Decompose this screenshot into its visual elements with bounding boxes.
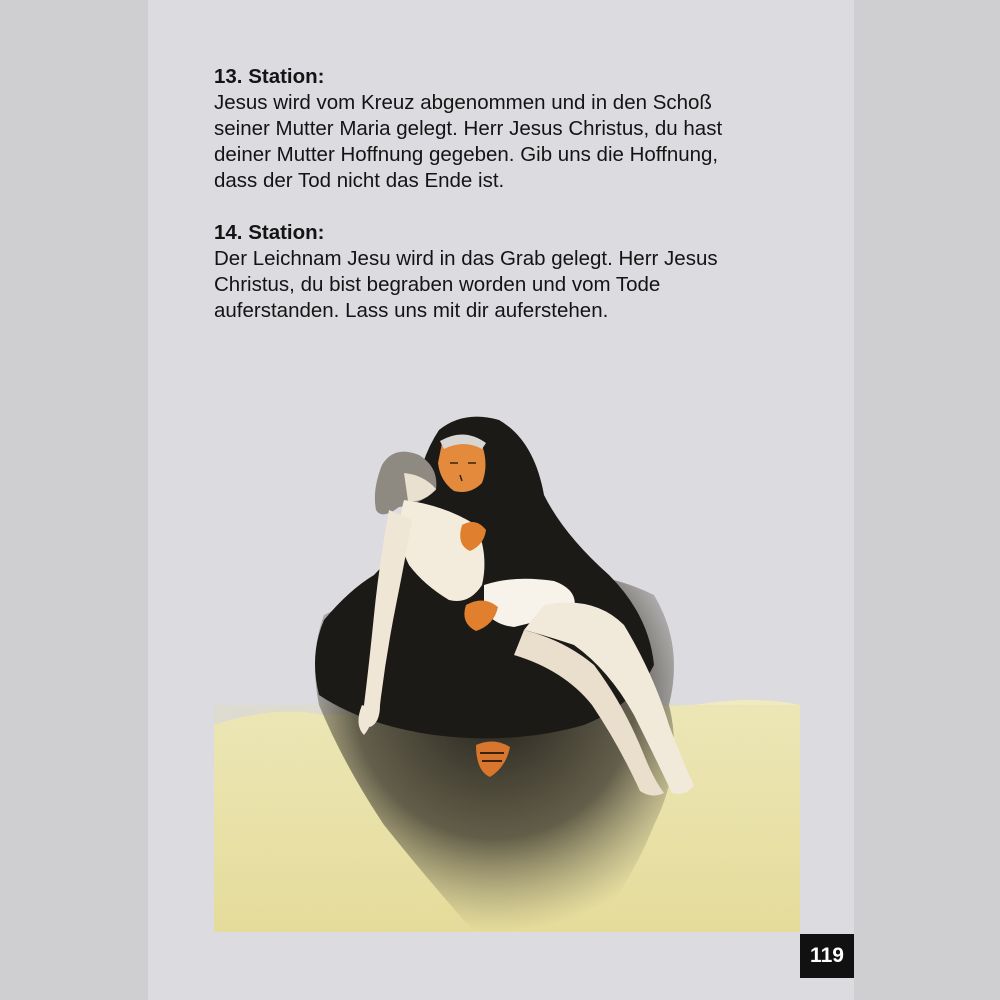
station-14-title: 14. Station: xyxy=(214,221,325,244)
station-13 xyxy=(214,64,814,194)
station-14-text: Der Leichnam Jesu wird in das Grab gelegt. Herr Jesus Christus, du bist begraben worden und vom Tode auferstanden. Lass uns mit dir auferstehen. xyxy=(214,247,718,322)
station-13-text: Jesus wird vom Kreuz abgenommen und in den Schoß seiner Mutter Maria gelegt. Herr Jesus Christus, du hast deiner Mutter Hoffnung gegeben. Gib uns die Hoffnung, dass der Tod nicht das Ende ist. xyxy=(214,91,723,192)
page-number: 119 xyxy=(800,934,854,978)
station-13-title: 13. Station: xyxy=(214,65,325,88)
station-14 xyxy=(214,220,814,324)
pieta-artwork xyxy=(214,405,800,932)
book-page xyxy=(148,0,854,1000)
pieta-illustration xyxy=(214,405,800,932)
